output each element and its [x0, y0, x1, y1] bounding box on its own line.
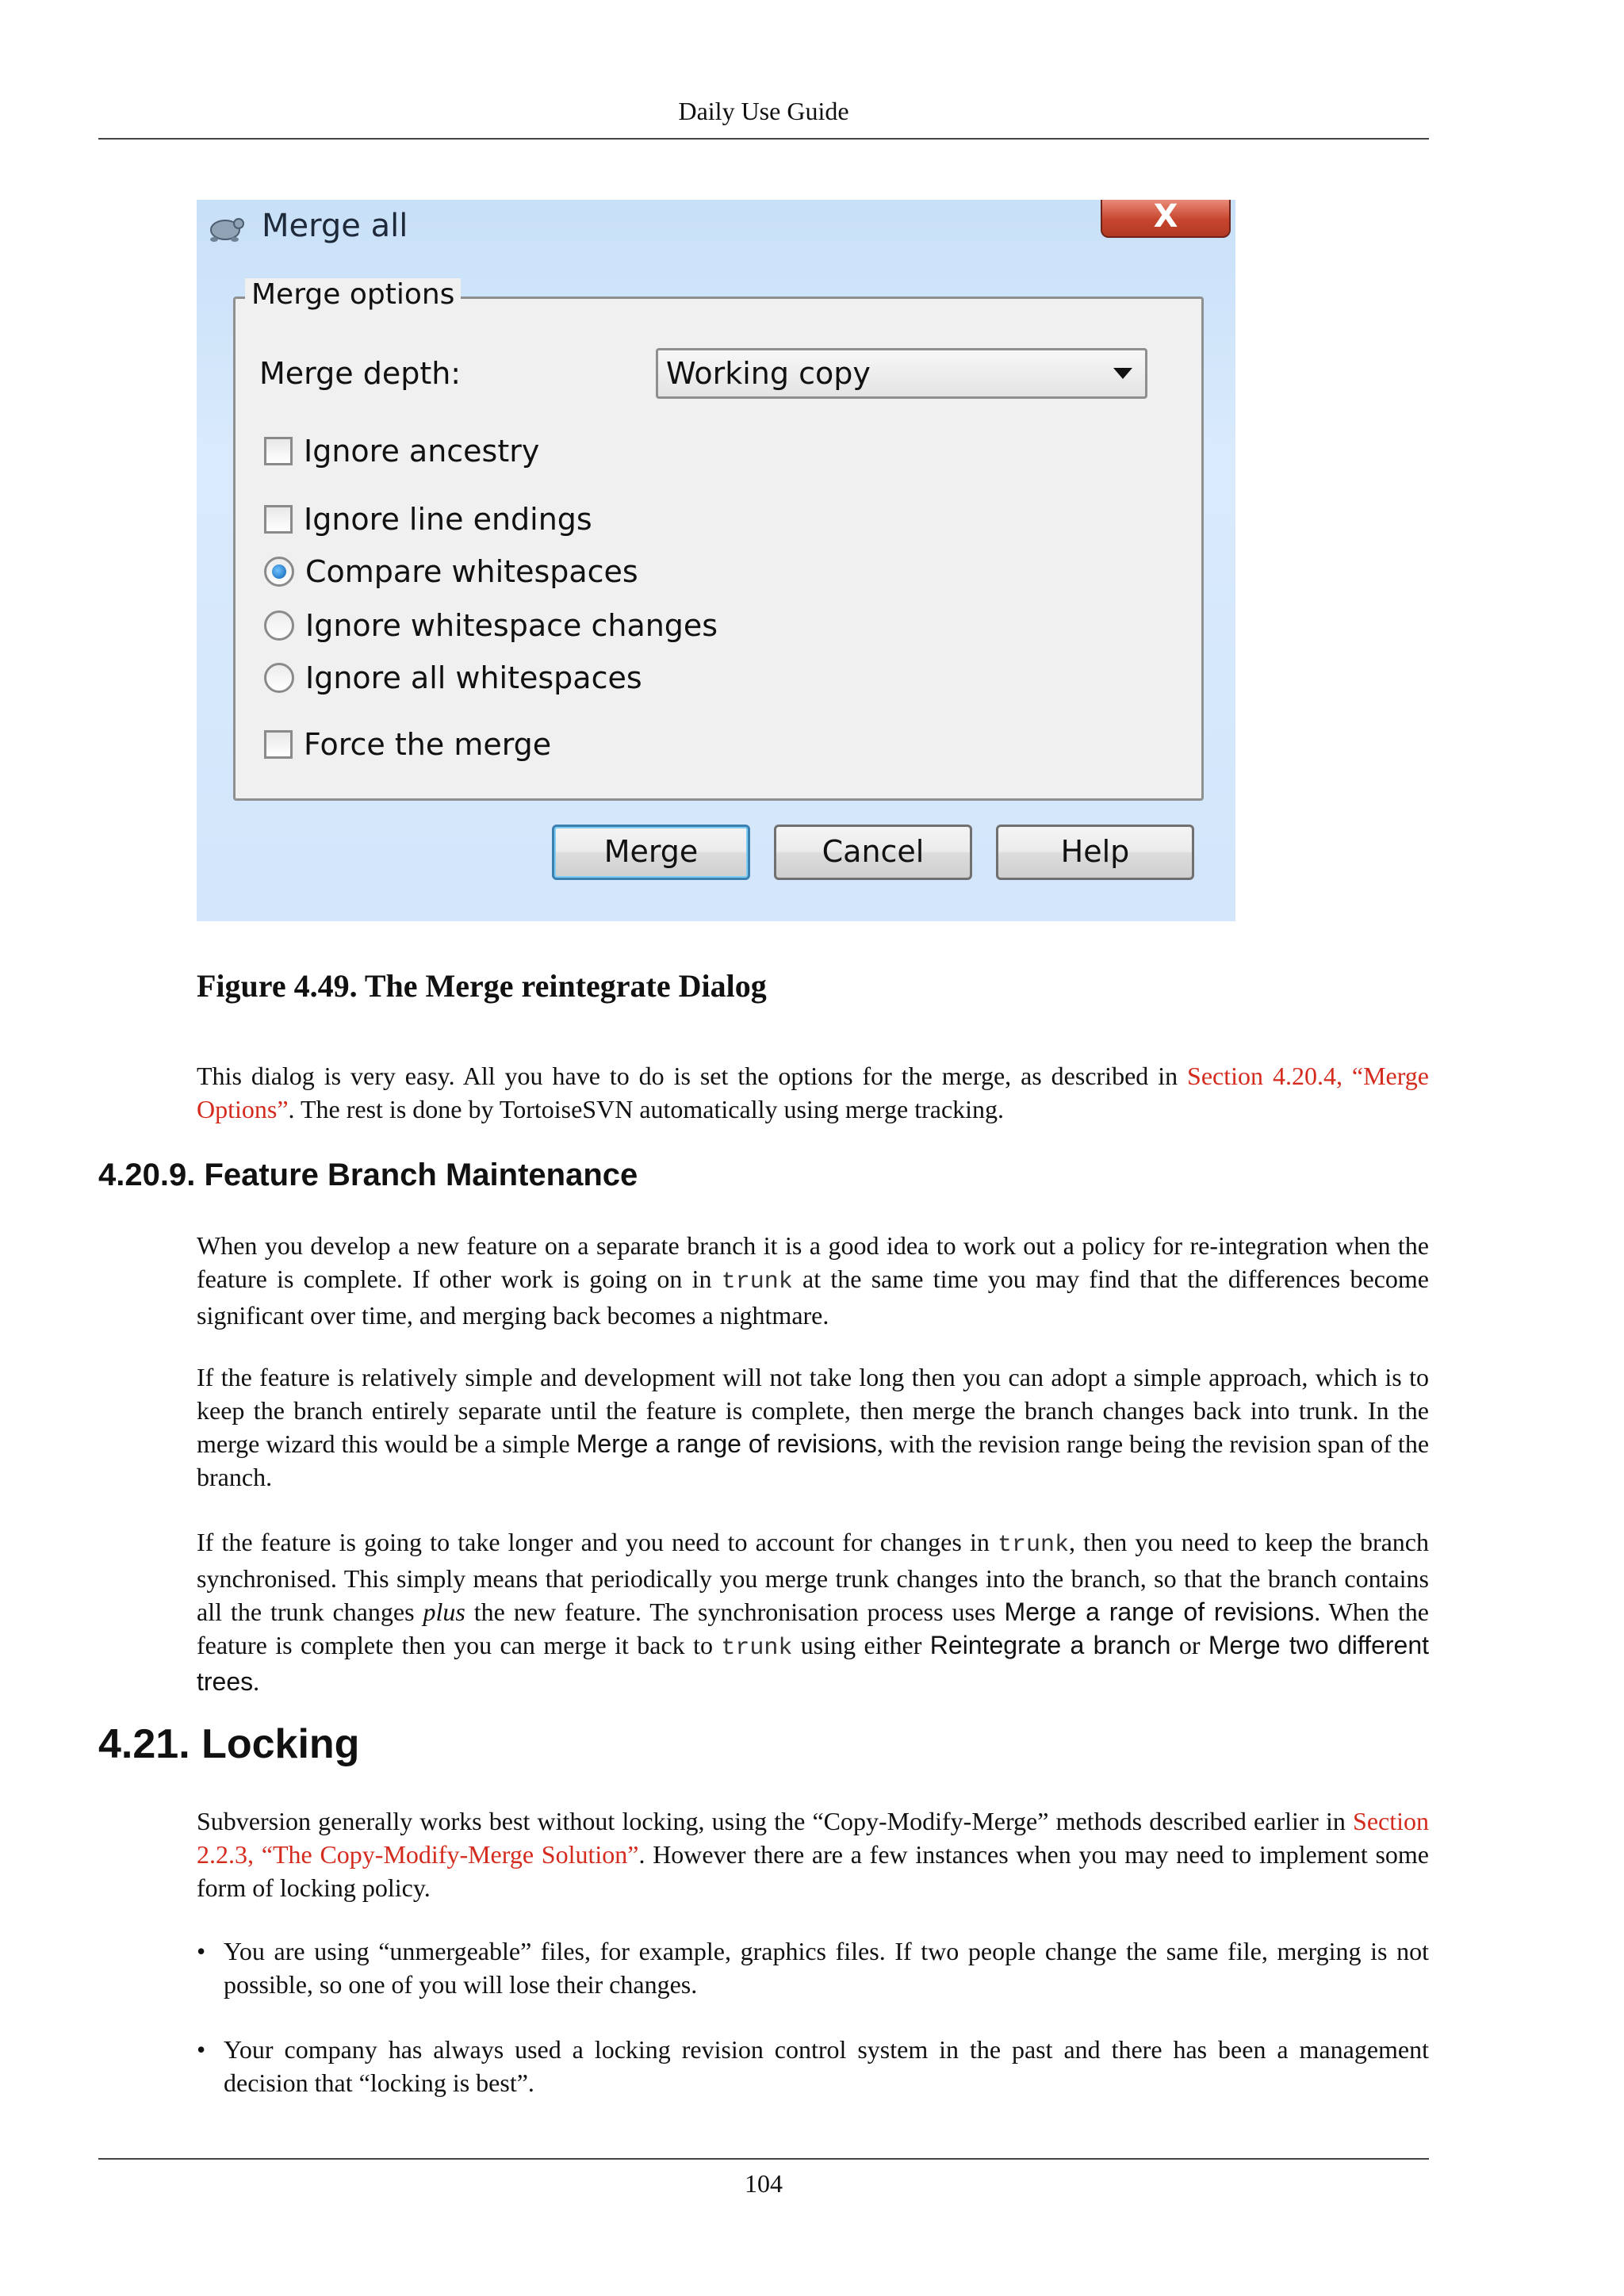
ignore-whitespace-changes-radio[interactable]: Ignore whitespace changes [264, 608, 718, 643]
copy-modify-merge-link[interactable]: Section 2.2.3, “The Copy-Modify-Merge Solution” [197, 1807, 1429, 1869]
checkbox-icon [264, 437, 293, 465]
feature-paragraph-1: When you develop a new feature on a separate branch it is a good idea to work out a policy for re-integration when the feature is complete. If other work is going on in trunk at the same time you may find that the differences become significant over time, and merging back becomes a nightmare. [197, 1231, 1430, 1330]
dialog-title: Merge all [262, 208, 408, 244]
merge-button[interactable]: Merge [552, 825, 750, 880]
gui-label: Merge two different trees [197, 1631, 1430, 1696]
close-icon: X [1153, 198, 1178, 235]
merge-all-dialog-screenshot [197, 200, 1235, 921]
merge-depth-label: Merge depth: [259, 356, 462, 391]
gui-label: Merge a range of revisions [1004, 1598, 1315, 1626]
page-footer [98, 2158, 1429, 2198]
list-item: • You are using “unmergeable” files, for example, graphics files. If two people change the same file, merging is not possible, so one of you will lose their changes. [197, 1934, 1429, 2001]
section-heading-locking: 4.21. Locking [98, 1721, 360, 1767]
checkbox-icon [264, 505, 293, 534]
close-button[interactable] [1101, 200, 1231, 238]
code-trunk: trunk [998, 1532, 1070, 1559]
compare-whitespaces-radio[interactable]: Compare whitespaces [264, 554, 638, 589]
header-title: Daily Use Guide [678, 97, 849, 125]
merge-depth-select[interactable] [656, 348, 1147, 399]
locking-paragraph-1: Subversion generally works best without locking, using the “Copy-Modify-Merge” methods described earlier in Section 2.2.3, “The Copy-Modify-Merge Solution”. However there are a few instances when you may need to implement some form of locking policy. [197, 1807, 1430, 1902]
group-label: Merge options [245, 278, 461, 311]
merge-options-link[interactable]: Section 4.20.4, “Merge Options” [197, 1062, 1430, 1123]
section-heading-feature-branch: 4.20.9. Feature Branch Maintenance [98, 1158, 638, 1192]
radio-selected-icon [264, 557, 294, 587]
gui-label: Merge a range of revisions [576, 1429, 877, 1458]
figure-caption: Figure 4.49. The Merge reintegrate Dialog [197, 968, 767, 1004]
feature-paragraph-3: If the feature is going to take longer and you need to account for changes in trunk, then you need to keep the branch synchronised. This simply means that periodically you merge trunk changes into the branch, so that the branch contains all the trunk changes plus the new feature. The synchronisation process uses Merge a range of revisions. When the feature is complete then you can merge it back to trunk using either Reintegrate a branch or Merge two different trees. [197, 1528, 1430, 1696]
merge-depth-value: Working copy [666, 356, 871, 391]
checkbox-icon [264, 730, 293, 759]
help-button[interactable]: Help [996, 825, 1194, 880]
feature-paragraph-2: If the feature is relatively simple and development will not take long then you can adopt a simple approach, which is to keep the branch entirely separate until the feature is complete, then merge the branch changes back into trunk. In the merge wizard this would be a simple Merge a range of revisions, with the revision range being the revision span of the branch. [197, 1363, 1430, 1491]
running-header [98, 94, 1429, 140]
code-trunk: trunk [721, 1635, 793, 1662]
chevron-down-icon [1113, 368, 1132, 379]
bullet-icon: • [197, 2035, 206, 2064]
force-merge-checkbox[interactable]: Force the merge [264, 727, 551, 762]
radio-icon [264, 610, 294, 641]
page-number: 104 [745, 2169, 783, 2198]
ignore-ancestry-checkbox[interactable]: Ignore ancestry [264, 434, 539, 469]
bullet-icon: • [197, 1937, 206, 1965]
ignore-line-endings-checkbox[interactable]: Ignore line endings [264, 502, 592, 537]
dialog-titlebar [197, 200, 1235, 257]
code-trunk: trunk [721, 1269, 793, 1295]
tortoise-icon [206, 212, 244, 244]
radio-icon [264, 663, 294, 693]
ignore-all-whitespaces-radio[interactable]: Ignore all whitespaces [264, 660, 642, 695]
merge-options-group [233, 278, 1204, 801]
emphasis: plus [423, 1598, 465, 1626]
cancel-button[interactable]: Cancel [774, 825, 972, 880]
list-item: • Your company has always used a locking revision control system in the past and there has been a management decision that “locking is best”. [197, 2033, 1429, 2099]
intro-paragraph: This dialog is very easy. All you have to do is set the options for the merge, as described in Section 4.20.4, “Merge Options”. The rest is done by TortoiseSVN automatically using merge tracking. [197, 1062, 1430, 1123]
gui-label: Reintegrate a branch [929, 1631, 1171, 1659]
